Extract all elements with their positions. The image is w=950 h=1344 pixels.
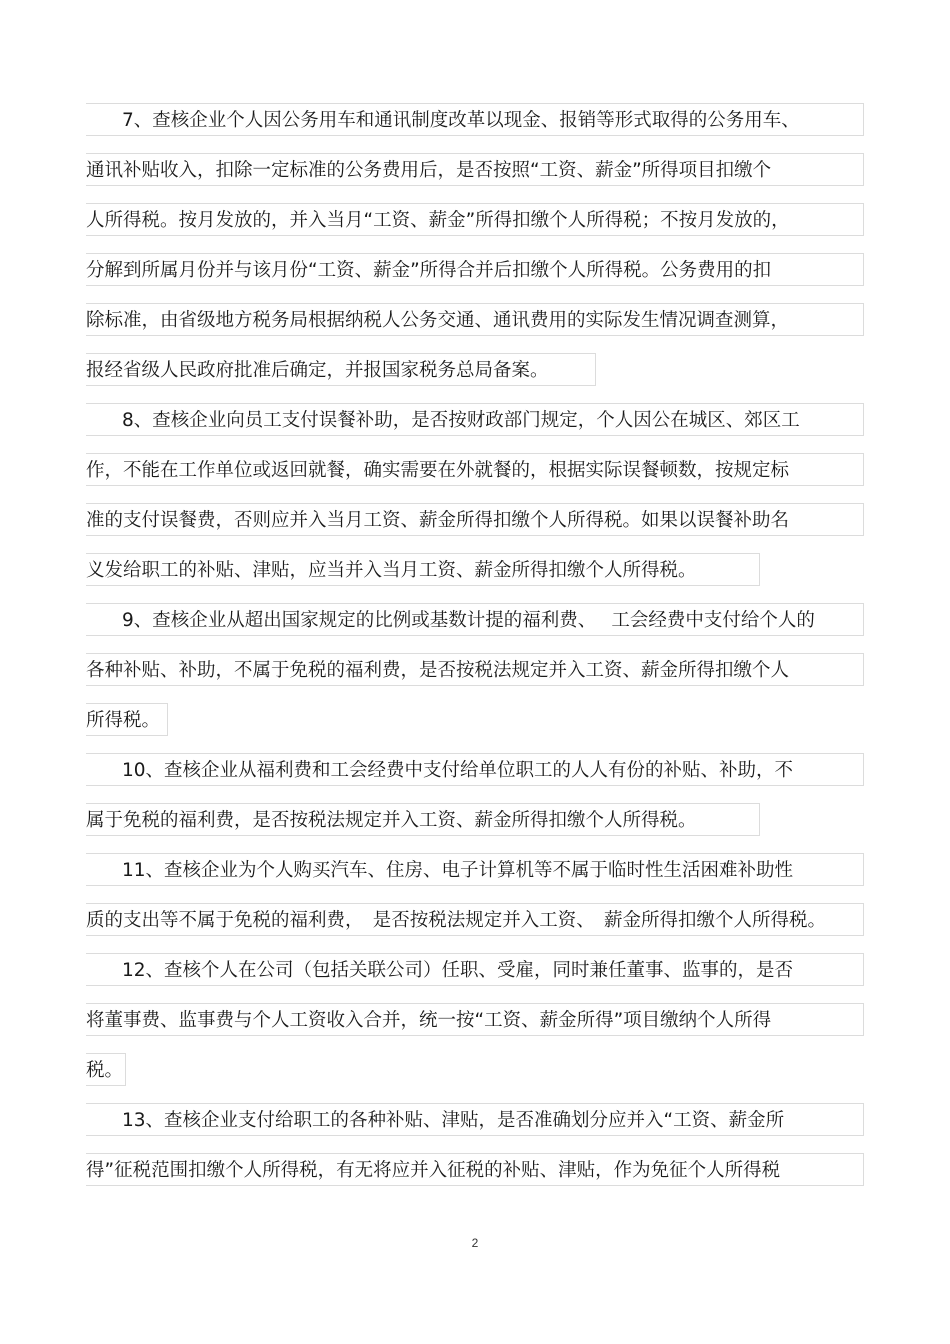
text-line: 10、查核企业从福利费和工会经费中支付给单位职工的人人有份的补贴、补助，不 [86,753,864,786]
text-line: 11、查核企业为个人购买汽车、住房、电子计算机等不属于临时性生活困难补助性 [86,853,864,886]
text-line: 12、查核个人在公司（包括关联公司）任职、受雇，同时兼任董事、监事的，是否 [86,953,864,986]
text-line: 人所得税。按月发放的，并入当月“工资、薪金”所得扣缴个人所得税；不按月发放的， [86,203,864,236]
text-line: 各种补贴、补助，不属于免税的福利费，是否按税法规定并入工资、薪金所得扣缴个人 [86,653,864,686]
text-line: 分解到所属月份并与该月份“工资、薪金”所得合并后扣缴个人所得税。公务费用的扣 [86,253,864,286]
text-line: 质的支出等不属于免税的福利费， 是否按税法规定并入工资、 薪金所得扣缴个人所得税。 [86,903,864,936]
page-number: 2 [471,1236,479,1250]
text-line: 13、查核企业支付给职工的各种补贴、津贴，是否准确划分应并入“工资、薪金所 [86,1103,864,1136]
text-line: 9、查核企业从超出国家规定的比例或基数计提的福利费、 工会经费中支付给个人的 [86,603,864,636]
text-line: 义发给职工的补贴、津贴，应当并入当月工资、薪金所得扣缴个人所得税。 [86,553,760,586]
text-line: 通讯补贴收入，扣除一定标准的公务费用后，是否按照“工资、薪金”所得项目扣缴个 [86,153,864,186]
text-line: 7、查核企业个人因公务用车和通讯制度改革以现金、报销等形式取得的公务用车、 [86,103,864,136]
text-line: 税。 [86,1053,126,1086]
text-line: 作，不能在工作单位或返回就餐，确实需要在外就餐的，根据实际误餐顿数，按规定标 [86,453,864,486]
text-line: 报经省级人民政府批准后确定，并报国家税务总局备案。 [86,353,596,386]
text-line: 得”征税范围扣缴个人所得税，有无将应并入征税的补贴、津贴，作为免征个人所得税 [86,1153,864,1186]
text-line: 除标准，由省级地方税务局根据纳税人公务交通、通讯费用的实际发生情况调查测算， [86,303,864,336]
text-line: 属于免税的福利费，是否按税法规定并入工资、薪金所得扣缴个人所得税。 [86,803,760,836]
text-line: 将董事费、监事费与个人工资收入合并，统一按“工资、薪金所得”项目缴纳个人所得 [86,1003,864,1036]
text-line: 8、查核企业向员工支付误餐补助，是否按财政部门规定，个人因公在城区、郊区工 [86,403,864,436]
text-line: 所得税。 [86,703,168,736]
text-line: 准的支付误餐费，否则应并入当月工资、薪金所得扣缴个人所得税。如果以误餐补助名 [86,503,864,536]
